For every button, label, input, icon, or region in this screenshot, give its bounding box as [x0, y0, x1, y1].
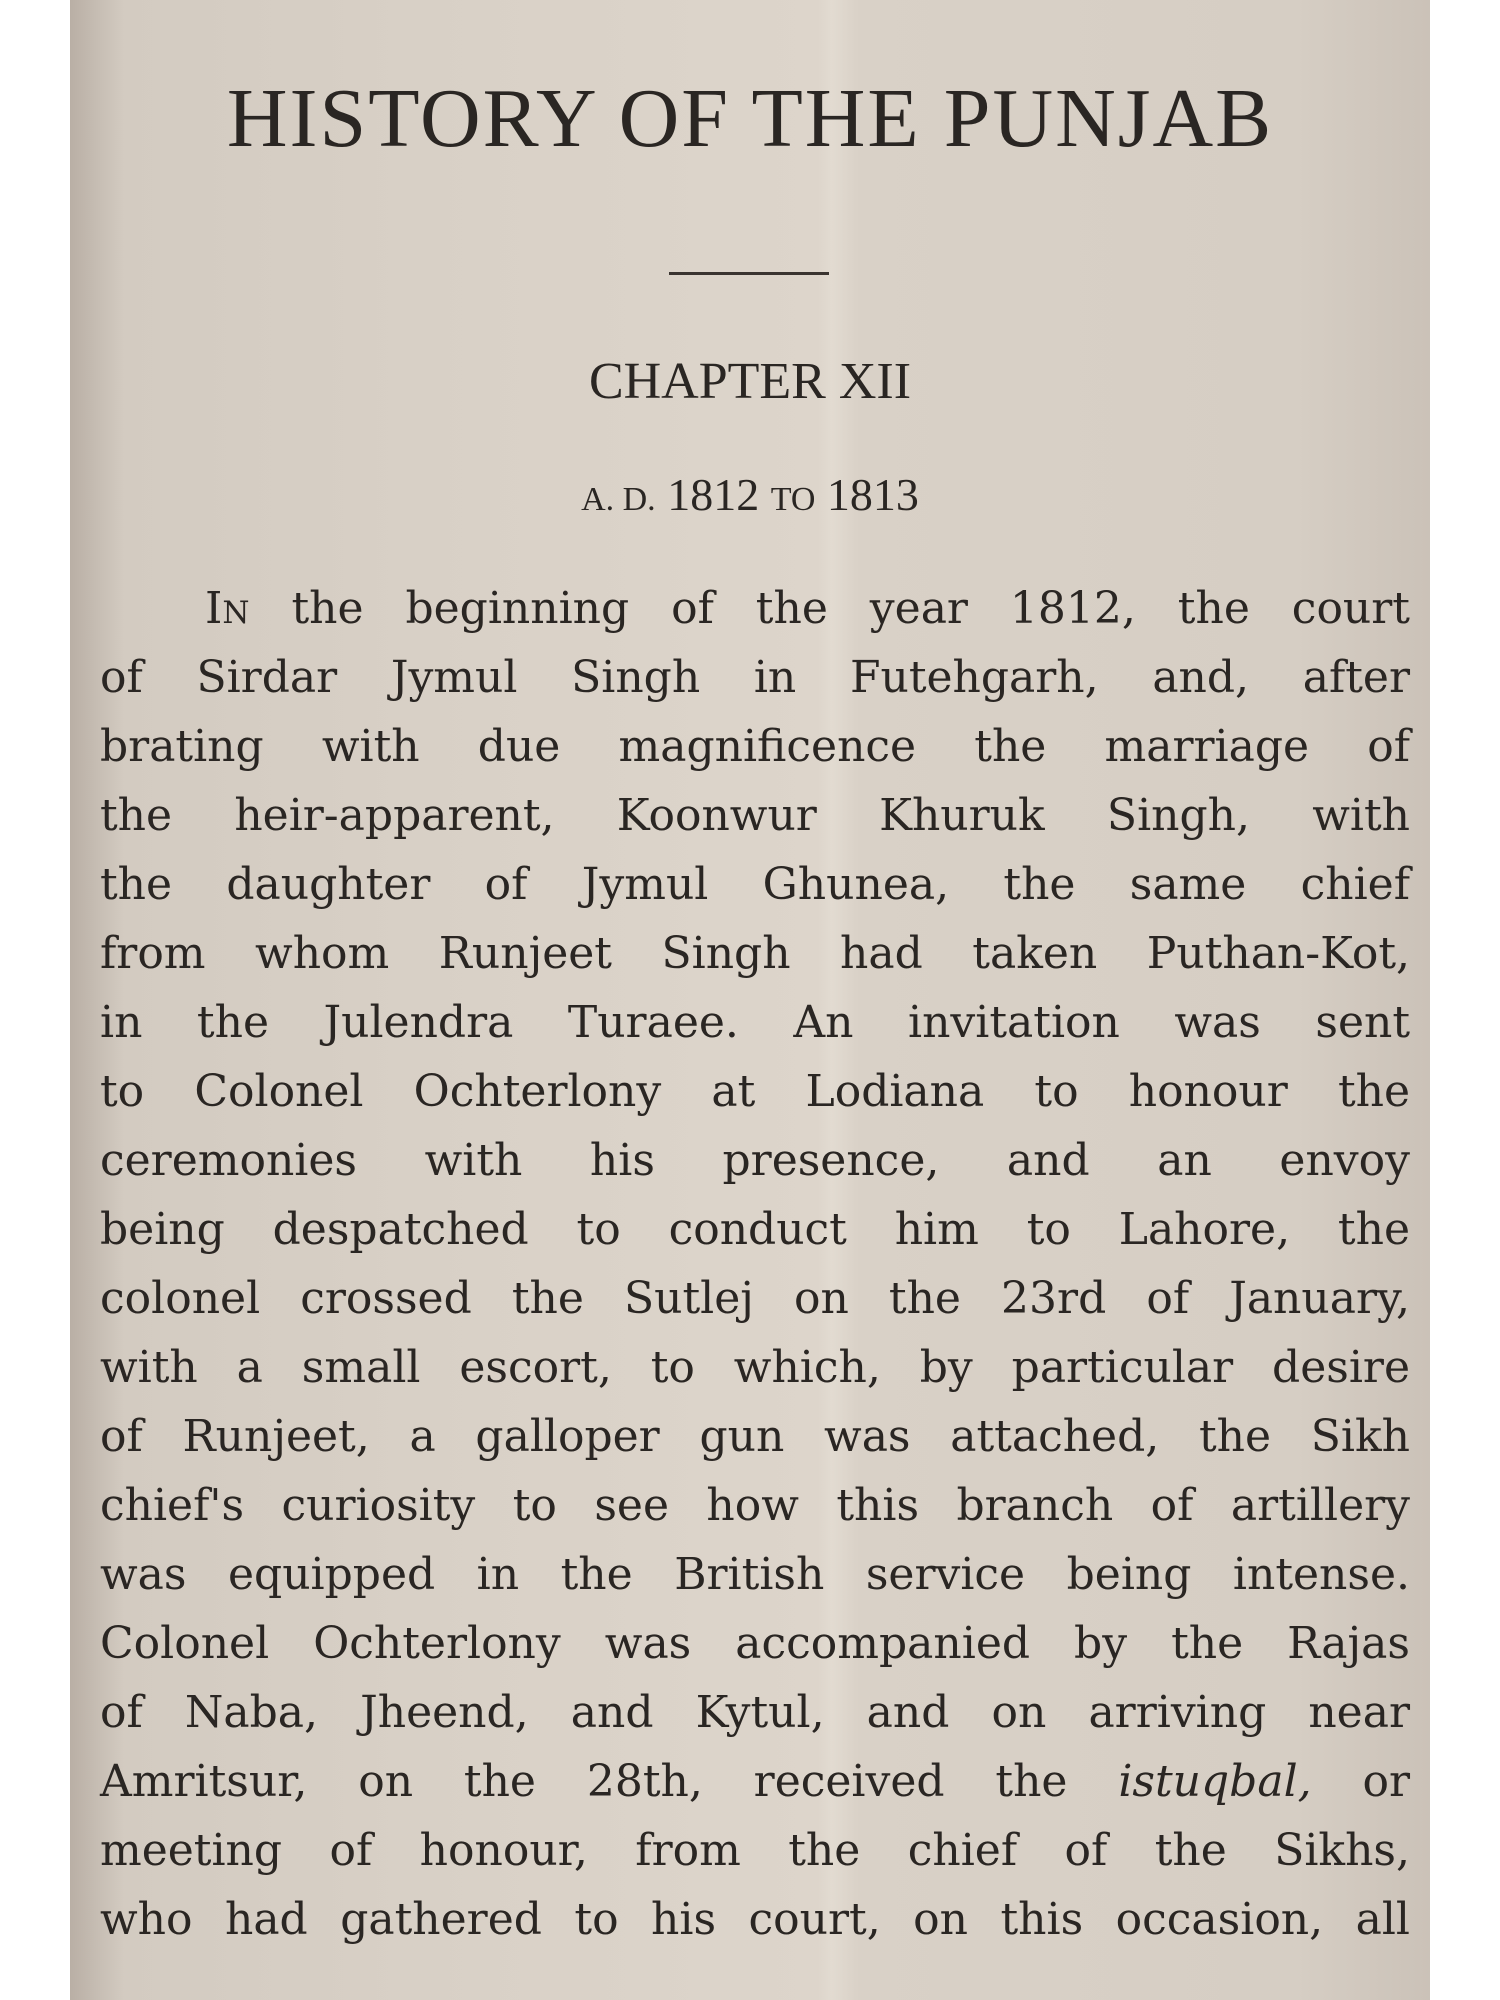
text-line: was equipped in the British service being intense.: [100, 1549, 1410, 1600]
text-line: chief's curiosity to see how this branch of artillery: [100, 1480, 1410, 1531]
date-range: [70, 468, 1430, 521]
drop-word: In: [205, 583, 250, 634]
text-segment: Amritsur, on the 28th, received the: [100, 1756, 1119, 1807]
text-line: being despatched to conduct him to Lahore, the: [100, 1204, 1410, 1255]
text-line: the daughter of Jymul Ghunea, the same chief: [100, 859, 1410, 910]
text-line: ceremonies with his presence, and an envoy: [100, 1135, 1410, 1186]
text-line: of Sirdar Jymul Singh in Futehgarh, and, after: [100, 652, 1410, 703]
running-title: HISTORY OF THE PUNJAB: [226, 72, 1274, 165]
text-line: [100, 574, 1410, 643]
text-line-content: the beginning of the year 1812, the court: [249, 583, 1410, 634]
text-line: meeting of honour, from the chief of the Sikhs,: [100, 1825, 1410, 1876]
book-page: [70, 0, 1430, 2000]
date-end: 1813: [826, 469, 919, 520]
text-line: of Runjeet, a galloper gun was attached, the Sikh: [100, 1411, 1410, 1462]
text-line: who had gathered to his court, on this occasion, all: [100, 1894, 1410, 1945]
italic-term: istuqbal,: [1118, 1756, 1312, 1807]
text-line: in the Julendra Turaee. An invitation was sent: [100, 997, 1410, 1048]
body-paragraph: [100, 574, 1410, 1954]
text-line: Colonel Ochterlony was accompanied by the Rajas: [100, 1618, 1410, 1669]
text-line: the heir-apparent, Koonwur Khuruk Singh, with: [100, 790, 1410, 841]
text-line: brating with due magnificence the marriage of: [100, 721, 1410, 772]
text-line: colonel crossed the Sutlej on the 23rd of January,: [100, 1273, 1410, 1324]
chapter-heading: CHAPTER XII: [588, 353, 912, 410]
text-line: to Colonel Ochterlony at Lodiana to honour the: [100, 1066, 1410, 1117]
text-line: with a small escort, to which, by particular desire: [100, 1342, 1410, 1393]
text-line: [100, 1747, 1410, 1816]
date-sep: TO: [770, 481, 816, 518]
text-segment: or: [1311, 1756, 1410, 1807]
title-divider: [669, 272, 829, 275]
text-line: from whom Runjeet Singh had taken Puthan-Kot,: [100, 928, 1410, 979]
text-line: of Naba, Jheend, and Kytul, and on arriving near: [100, 1687, 1410, 1738]
date-prefix: A. D.: [581, 481, 656, 518]
date-start: 1812: [667, 469, 760, 520]
